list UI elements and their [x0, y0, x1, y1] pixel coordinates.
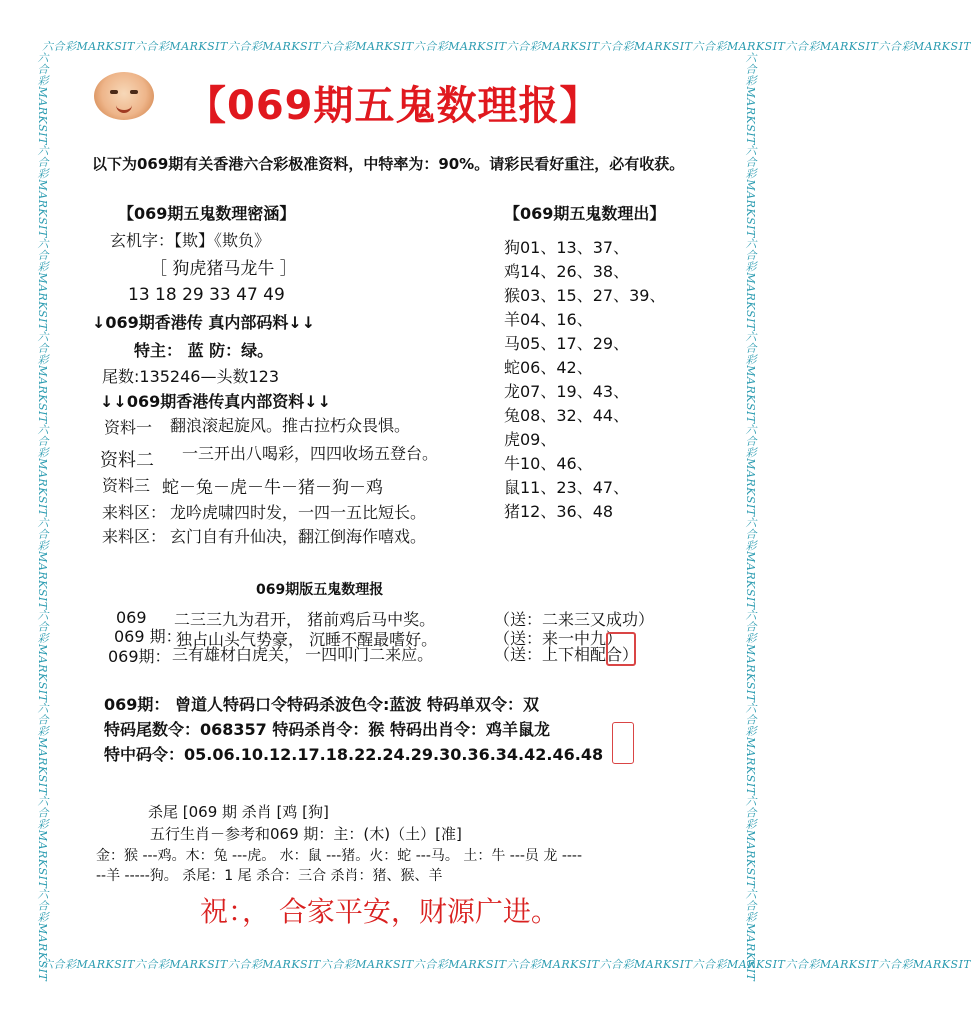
- zodiac-row: 虎09、: [504, 430, 557, 449]
- red-seal-stamp-small: [612, 722, 634, 764]
- border-right: 六合彩MARKSIT六合彩MARKSIT六合彩MARKSIT六合彩MARKSIT六合彩MARKSIT六合彩MARKSIT六合彩MARKSIT六合彩MARKSIT六合彩MARKSIT六合彩MARKSIT: [744, 52, 757, 982]
- border-left: 六合彩MARKSIT六合彩MARKSIT六合彩MARKSIT六合彩MARKSIT六合彩MARKSIT六合彩MARKSIT六合彩MARKSIT六合彩MARKSIT六合彩MARKSIT六合彩MARKSIT: [36, 52, 49, 982]
- verse2-label: 069 期：: [114, 627, 182, 646]
- zodiac-row: 鼠11、23、47、: [504, 478, 630, 497]
- intro-text: 以下为069期有关香港六合彩极准资料，中特率为：90%。请彩民看好重注，必有收获。: [92, 155, 685, 173]
- lailiao1-label: 来料区：: [102, 503, 167, 522]
- zodiac-row: 马05、17、29、: [504, 334, 630, 353]
- lailiao2-text: 玄门自有升仙决，翻江倒海作嘻戏。: [170, 527, 427, 546]
- ziliao3-text: 蛇－兔－虎－牛－猪－狗－鸡: [162, 478, 383, 498]
- bottom-line-1: 杀尾 [069 期 杀肖 [鸡 [狗]: [148, 803, 329, 821]
- page-title: 【069期五鬼数理报】: [186, 83, 601, 129]
- verse1-gift: （送：二来三又成功）: [494, 610, 655, 629]
- zodiac-row: 猴03、15、27、39、: [504, 286, 666, 305]
- verse3-label: 069期：: [108, 647, 171, 666]
- zodiac-row: 猪12、36、48: [504, 502, 614, 521]
- tezhu-line: 特主： 蓝 防：绿。: [134, 341, 274, 360]
- xuanji-line: 玄机字：【欺】《欺负》: [110, 231, 271, 250]
- ziliao1-text: 翻浪滚起旋风。推古拉朽众畏惧。: [170, 416, 411, 435]
- weishu-line: 尾数:135246—头数123: [102, 367, 280, 386]
- neibu-line-1: ↓069期香港传 真内部码料↓↓: [92, 313, 316, 332]
- code-line-2: 特码尾数令：068357 特码杀肖令：猴 特码出肖令：鸡羊鼠龙: [104, 720, 550, 739]
- verse1-label: 069: [116, 608, 147, 627]
- left-heading: 【069期五鬼数理密涵】: [118, 204, 296, 223]
- ziliao2-label: 资料二: [100, 450, 154, 471]
- lailiao1-text: 龙吟虎啸四时发，一四一五比短长。: [170, 503, 427, 522]
- red-seal-stamp: [606, 632, 636, 666]
- code-line-3: 特中码令：05.06.10.12.17.18.22.24.29.30.36.34.42.46.48: [104, 745, 604, 764]
- animals-line: ［ 狗虎猪马龙牛 ］: [150, 259, 297, 279]
- border-bottom: 六合彩MARKSIT六合彩MARKSIT六合彩MARKSIT六合彩MARKSIT六合彩MARKSIT六合彩MARKSIT六合彩MARKSIT六合彩MARKSIT六合彩MARKSIT六合彩MARKSIT: [42, 958, 971, 971]
- mid-heading: 069期版五鬼数理报: [256, 582, 384, 598]
- zodiac-row: 鸡14、26、38、: [504, 262, 630, 281]
- zodiac-row: 牛10、46、: [504, 454, 593, 473]
- ziliao2-text: 一三开出八喝彩，四四收场五登台。: [182, 444, 439, 463]
- verse2-gift: （送：来一中九）: [494, 629, 623, 648]
- ziliao1-label: 资料一: [104, 418, 153, 437]
- zodiac-row: 龙07、19、43、: [504, 382, 630, 401]
- lailiao2-label: 来料区：: [102, 527, 167, 546]
- ziliao3-label: 资料三: [102, 476, 151, 495]
- bottom-line-4: --羊 -----狗。 杀尾：1 尾 杀合：三合 杀肖：猪、猴、羊: [96, 868, 443, 884]
- bottom-line-3: 金：猴 ---鸡。木：兔 ---虎。 水：鼠 ---猪。火：蛇 ---马。 土：牛 ---员 龙 ----: [96, 848, 583, 864]
- verse1-text: 二三三九为君开， 猪前鸡后马中奖。: [174, 610, 436, 629]
- right-heading: 【069期五鬼数理出】: [504, 204, 666, 223]
- border-top: 六合彩MARKSIT六合彩MARKSIT六合彩MARKSIT六合彩MARKSIT六合彩MARKSIT六合彩MARKSIT六合彩MARKSIT六合彩MARKSIT六合彩MARKSIT六合彩MARKSIT: [42, 40, 971, 53]
- blessing-text: 祝：， 合家平安，财源广进。: [200, 895, 559, 928]
- bottom-line-2: 五行生肖－参考和069 期：主：(木)（土）[准]: [150, 825, 462, 843]
- avatar-face-icon: [94, 72, 154, 120]
- verse2-text: 独占山头气势豪， 沉睡不醒最嗜好。: [176, 630, 438, 649]
- zodiac-row: 蛇06、42、: [504, 358, 593, 377]
- numbers-line: 13 18 29 33 47 49: [128, 285, 285, 305]
- zodiac-row: 狗01、13、37、: [504, 238, 630, 257]
- neibu-line-2: ↓↓069期香港传真内部资料↓↓: [100, 392, 332, 411]
- zodiac-row: 羊04、16、: [504, 310, 593, 329]
- verse3-gift: （送：上下相配合）: [494, 645, 639, 664]
- code-line-1: 069期： 曾道人特码口令特码杀波色令:蓝波 特码单双令：双: [104, 695, 539, 714]
- verse3-text: 三有雄材白虎关， 一四叩门二来应。: [172, 645, 434, 664]
- zodiac-row: 兔08、32、44、: [504, 406, 630, 425]
